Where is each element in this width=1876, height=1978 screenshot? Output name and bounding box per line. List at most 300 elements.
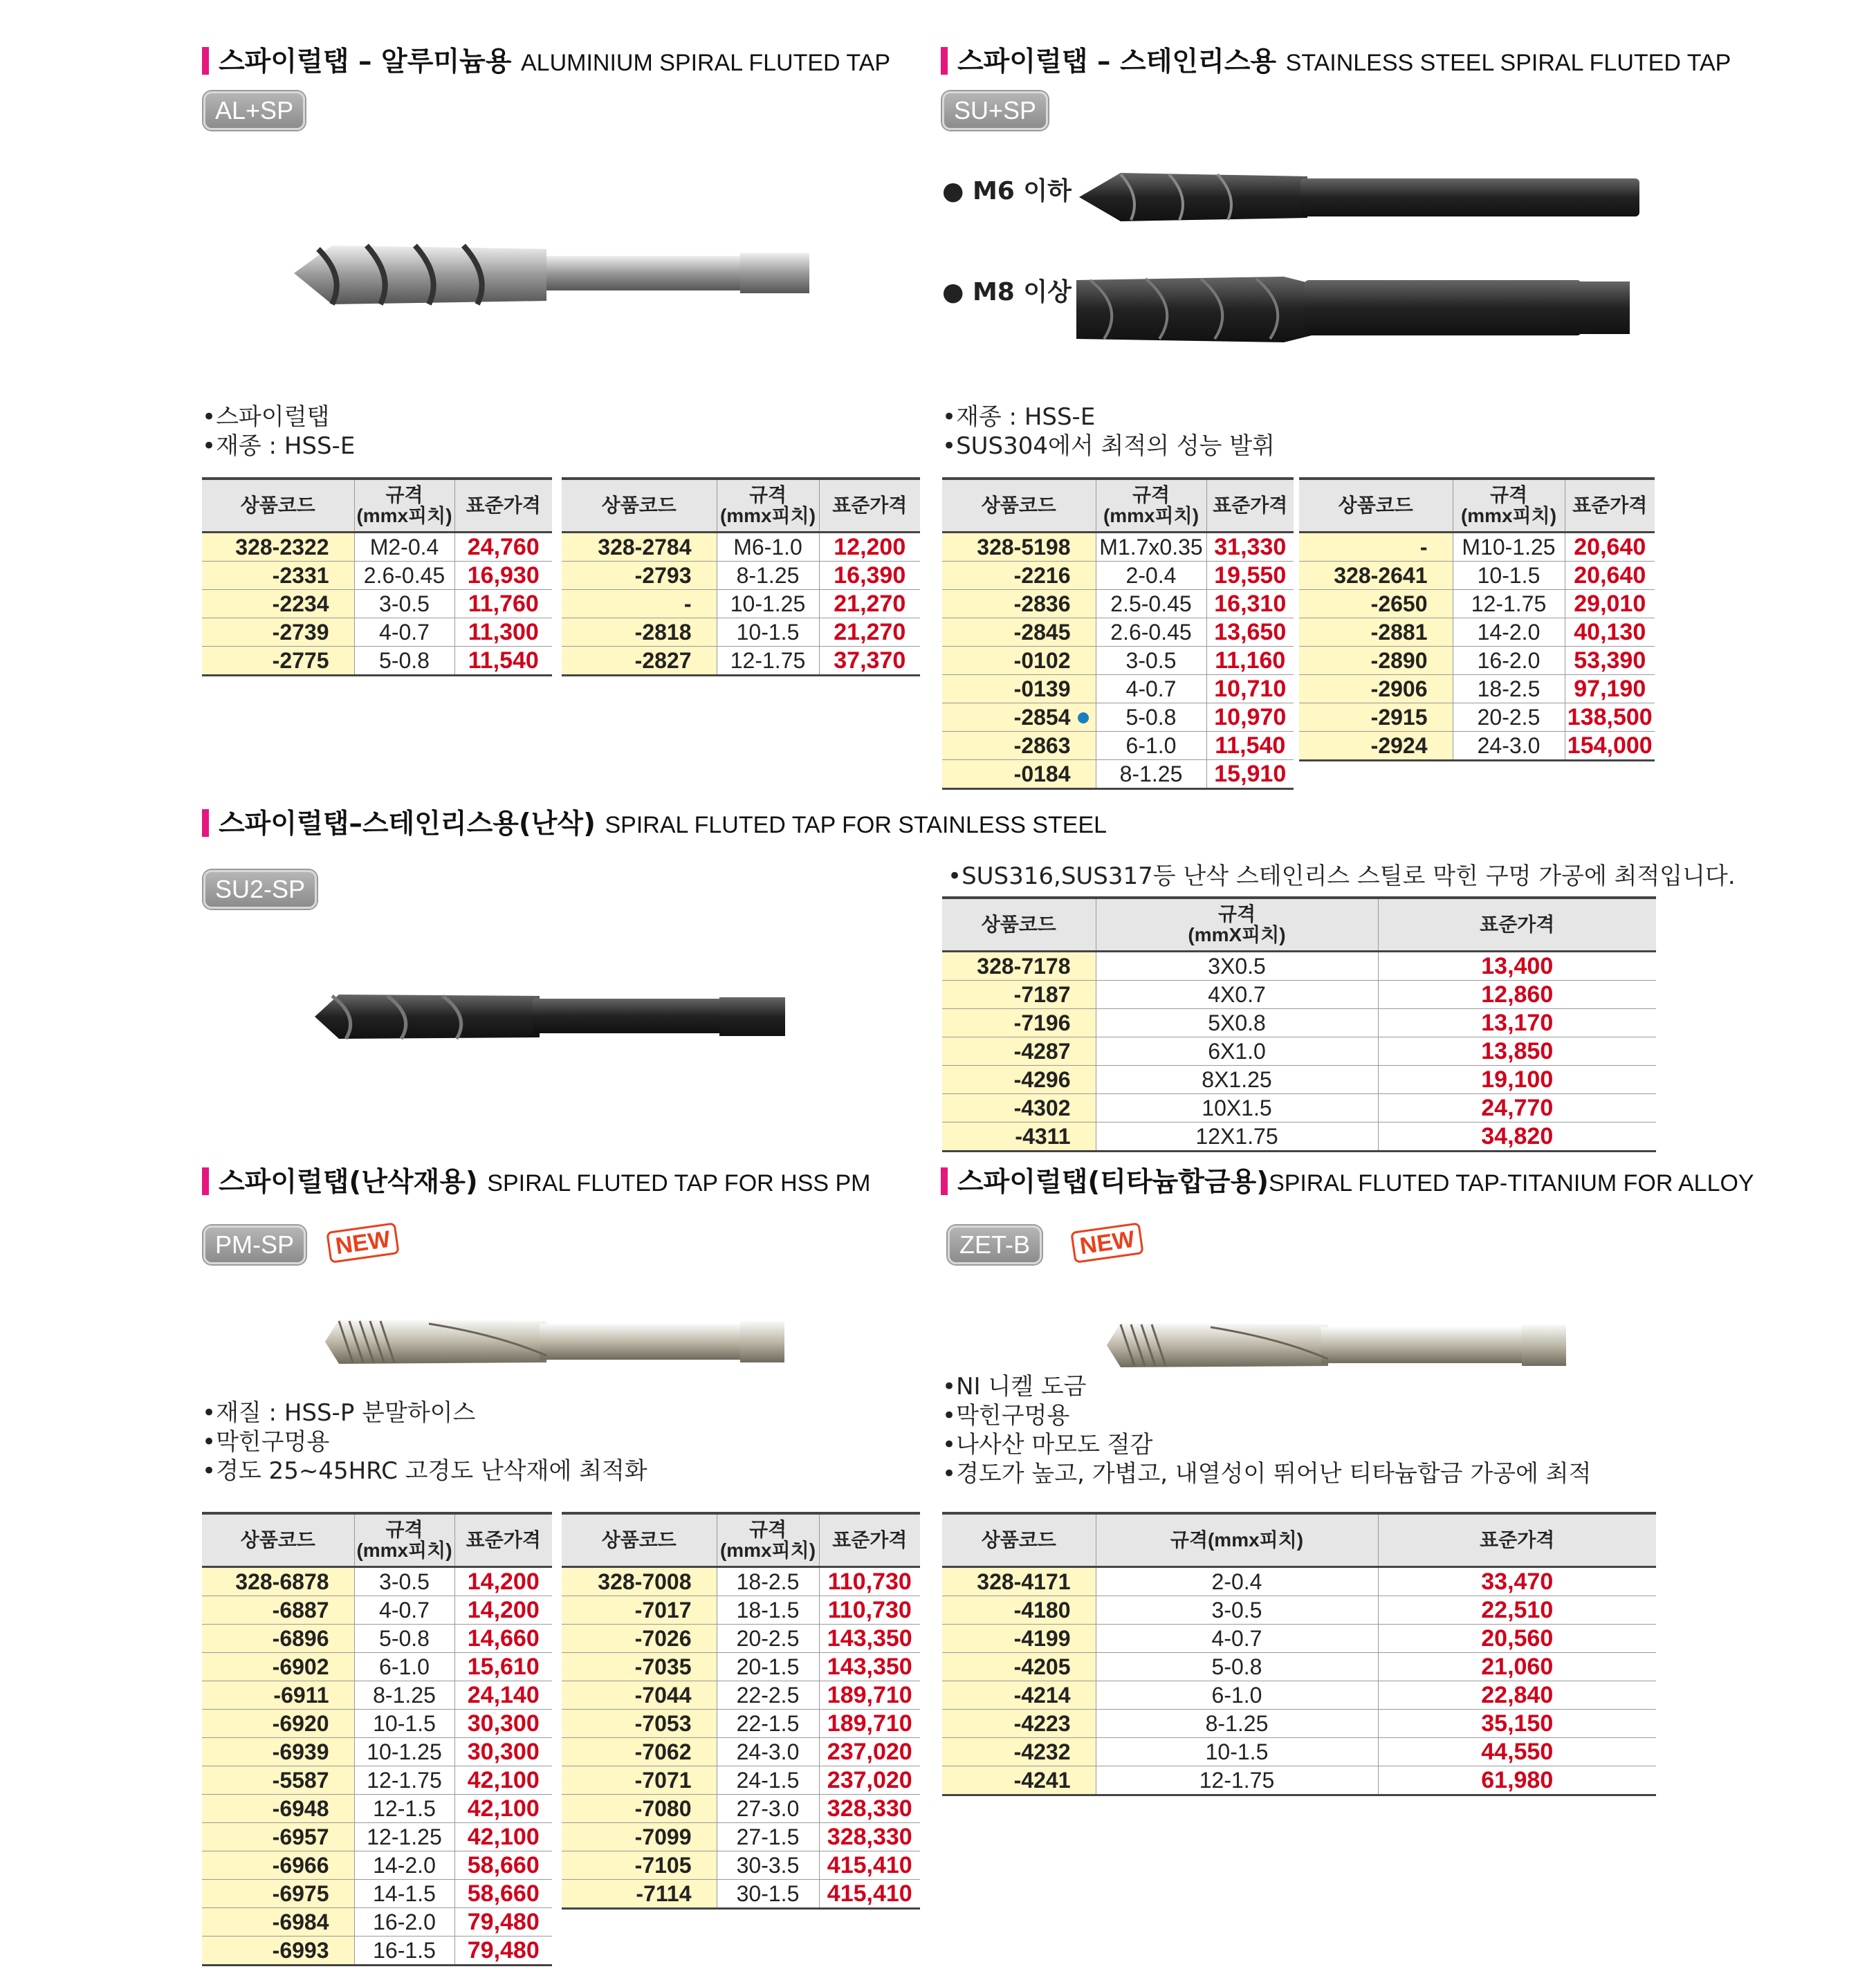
- table-row: [942, 647, 1294, 675]
- product-code: -6902: [202, 1653, 354, 1681]
- product-code: -4180: [942, 1596, 1096, 1625]
- price: 20,640: [1565, 533, 1655, 562]
- price: 12,200: [819, 533, 920, 562]
- price: 30,300: [454, 1710, 552, 1738]
- table-row: [942, 1653, 1656, 1681]
- spec: 24-1.5: [717, 1766, 819, 1795]
- table-row: [562, 1681, 920, 1710]
- table-row: [942, 760, 1294, 789]
- label-m8: ● M8 이상: [942, 278, 1072, 306]
- price: 10,970: [1206, 703, 1294, 732]
- product-code: 328-2322: [202, 533, 354, 562]
- price: 16,310: [1206, 590, 1294, 618]
- spec: 27-3.0: [717, 1795, 819, 1823]
- spec: 24-3.0: [1453, 732, 1565, 761]
- price: 237,020: [819, 1766, 920, 1795]
- price: 15,610: [454, 1653, 552, 1681]
- spec: 10-1.25: [354, 1738, 454, 1766]
- table-row: [942, 952, 1656, 981]
- table-row: [202, 1681, 552, 1710]
- price: 154,000: [1565, 732, 1655, 761]
- table-zet: 상품코드 규격(mmx피치) 표준가격 328-4171 2-0.4 33,470 -4180 3-0.5 22,510 -4199 4-0.7 20,560 -4205 5-0.8 21,060 -4214 6-1.0 22,840 -4223 8-1.25 35,150 -4232 10-1.5 44,550 -4241 12-1.75 61,980: [942, 1512, 1656, 1796]
- spec: 5-0.8: [1096, 703, 1206, 732]
- product-code: -6975: [202, 1880, 354, 1908]
- notes-stainless: • 재종 : HSS-E • SUS304에서 최적의 성능 발휘: [942, 403, 1275, 461]
- product-code: -7080: [562, 1795, 717, 1823]
- section-title-pm: 스파이럴탭(난삭재용) SPIRAL FLUTED TAP FOR HSS PM: [202, 1167, 871, 1199]
- header-spec: 규격 (mmx피치): [1096, 479, 1206, 533]
- spec: 22-1.5: [717, 1710, 819, 1738]
- table-su-left: 상품코드 규격 (mmx피치) 표준가격 328-5198 M1.7x0.35 31,330 -2216 2-0.4 19,550 -2836 2.5-0.45 16,310 -2845 2.6-0.45 13,650 -0102 3-0.5 11,160 -0139 4-0.7 10,710 -2854 5-0.8 10,970 -2863 6-1.0 11,540 -0184 8-1.25 15,910: [942, 477, 1294, 790]
- price: 35,150: [1378, 1710, 1656, 1738]
- spec: 6-1.0: [1096, 1681, 1378, 1710]
- product-code: -7035: [562, 1653, 717, 1681]
- product-code: 328-7008: [562, 1567, 717, 1596]
- spec: 12X1.75: [1096, 1122, 1378, 1152]
- table-row: [202, 1738, 552, 1766]
- spec: 18-1.5: [717, 1596, 819, 1625]
- spec: 6X1.0: [1096, 1037, 1378, 1066]
- spec: 5X0.8: [1096, 1009, 1378, 1037]
- price: 110,730: [819, 1567, 920, 1596]
- spec: 14-1.5: [354, 1880, 454, 1908]
- su2-tap-image: [311, 989, 789, 1044]
- header-spec: 규격 (mmx피치): [354, 1513, 454, 1567]
- bullet-dot-icon: [1078, 712, 1089, 723]
- product-code: -2906: [1299, 675, 1453, 703]
- table-row: [202, 1710, 552, 1738]
- notes-aluminium: • 스파이럴탭 • 재종 : HSS-E: [202, 403, 355, 461]
- spec: 30-1.5: [717, 1880, 819, 1909]
- spec: 5-0.8: [1096, 1653, 1378, 1681]
- price: 22,840: [1378, 1681, 1656, 1710]
- table-row: [562, 1851, 920, 1880]
- spec: 3-0.5: [1096, 1596, 1378, 1625]
- spec: 20-2.5: [717, 1625, 819, 1653]
- product-code: -7017: [562, 1596, 717, 1625]
- price: 24,140: [454, 1681, 552, 1710]
- product-code: 328-2641: [1299, 562, 1453, 590]
- spec: 8X1.25: [1096, 1066, 1378, 1094]
- price: 20,640: [1565, 562, 1655, 590]
- price: 10,710: [1206, 675, 1294, 703]
- price: 11,540: [454, 647, 552, 676]
- table-row: [562, 533, 920, 562]
- product-code: -7062: [562, 1738, 717, 1766]
- spec: 16-1.5: [354, 1937, 454, 1966]
- price: 79,480: [454, 1908, 552, 1937]
- price: 415,410: [819, 1880, 920, 1909]
- product-code: -6993: [202, 1937, 354, 1966]
- price: 19,550: [1206, 562, 1294, 590]
- product-code: -2881: [1299, 618, 1453, 647]
- spec: 10-1.5: [717, 618, 819, 647]
- table-row: [202, 1908, 552, 1937]
- table-row: [1299, 703, 1655, 732]
- header-spec: 규격 (mmX피치): [1096, 898, 1378, 952]
- product-code: -4214: [942, 1681, 1096, 1710]
- table-row: [202, 647, 552, 676]
- table-row: [942, 618, 1294, 647]
- table-row: [942, 1710, 1656, 1738]
- table-row: [942, 533, 1294, 562]
- price: 415,410: [819, 1851, 920, 1880]
- table-row: [202, 1567, 552, 1596]
- product-code: -2793: [562, 562, 717, 590]
- product-code: -2845: [942, 618, 1096, 647]
- price: 61,980: [1378, 1766, 1656, 1795]
- table-row: [202, 590, 552, 618]
- price: 189,710: [819, 1710, 920, 1738]
- spec: 16-2.0: [354, 1908, 454, 1937]
- product-code: -7044: [562, 1681, 717, 1710]
- price: 13,850: [1378, 1037, 1656, 1066]
- price: 31,330: [1206, 533, 1294, 562]
- product-code: -4241: [942, 1766, 1096, 1795]
- price: 13,400: [1378, 952, 1656, 981]
- product-code: -0102: [942, 647, 1096, 675]
- table-row: [942, 703, 1294, 732]
- price: 24,770: [1378, 1094, 1656, 1122]
- section-title-zet: 스파이럴탭(티타늄합금용)SPIRAL FLUTED TAP-TITANIUM FOR ALLOY: [941, 1167, 1754, 1199]
- product-code: -2775: [202, 647, 354, 676]
- spec: 14-2.0: [1453, 618, 1565, 647]
- product-code: -6887: [202, 1596, 354, 1625]
- table-row: [202, 562, 552, 590]
- spec: 10X1.5: [1096, 1094, 1378, 1122]
- spec: 4-0.7: [354, 618, 454, 647]
- spec: 6-1.0: [1096, 732, 1206, 760]
- table-row: [942, 590, 1294, 618]
- table-row: [202, 1653, 552, 1681]
- product-code: -6966: [202, 1851, 354, 1880]
- table-row: [202, 1851, 552, 1880]
- table-al-right: 상품코드 규격 (mmx피치) 표준가격 328-2784 M6-1.0 12,200 -2793 8-1.25 16,390 - 10-1.25 21,270 -2818 10-1.5 21,270 -2827 12-1.75 37,370: [562, 477, 920, 676]
- price: 237,020: [819, 1738, 920, 1766]
- table-row: [562, 562, 920, 590]
- price: 22,510: [1378, 1596, 1656, 1625]
- spec: 12-1.75: [1096, 1766, 1378, 1795]
- table-row: [202, 1937, 552, 1966]
- price: 328,330: [819, 1823, 920, 1851]
- table-row: [562, 1738, 920, 1766]
- spec: M2-0.4: [354, 533, 454, 562]
- product-code: -2818: [562, 618, 717, 647]
- header-spec: 규격 (mmx피치): [1453, 479, 1565, 533]
- section-title-aluminium: 스파이럴탭 – 알루미늄용 ALUMINIUM SPIRAL FLUTED TAP: [202, 47, 890, 78]
- product-code: -6920: [202, 1710, 354, 1738]
- aluminium-tap-image: [291, 235, 816, 318]
- spec: 2-0.4: [1096, 562, 1206, 590]
- product-code: -4287: [942, 1037, 1096, 1066]
- product-code: -4199: [942, 1625, 1096, 1653]
- product-code: -7053: [562, 1710, 717, 1738]
- table-row: [942, 1567, 1656, 1596]
- spec: 8-1.25: [717, 562, 819, 590]
- stainless-tap-m6-image: [1079, 166, 1646, 228]
- product-code: -0184: [942, 760, 1096, 789]
- spec: 4-0.7: [354, 1596, 454, 1625]
- product-code: 328-2784: [562, 533, 717, 562]
- table-row: [562, 1795, 920, 1823]
- product-code: 328-5198: [942, 533, 1096, 562]
- badge-su-sp: SU+SP: [942, 91, 1048, 130]
- product-code: -4296: [942, 1066, 1096, 1094]
- spec: 2.6-0.45: [1096, 618, 1206, 647]
- product-code: -4223: [942, 1710, 1096, 1738]
- price: 97,190: [1565, 675, 1655, 703]
- badge-su2-sp: SU2-SP: [203, 870, 317, 909]
- spec: 12-1.75: [1453, 590, 1565, 618]
- product-code: -: [1299, 533, 1453, 562]
- spec: 20-1.5: [717, 1653, 819, 1681]
- table-row: [942, 1009, 1656, 1037]
- table-row: [562, 647, 920, 676]
- header-spec: 규격 (mmx피치): [717, 479, 819, 533]
- table-pm-right: 상품코드 규격 (mmx피치) 표준가격 328-7008 18-2.5 110,730 -7017 18-1.5 110,730 -7026 20-2.5 143,350 -7035 20-1.5 143,350 -7044 22-2.5 189,710 -7053 22-1.5 189,710 -7062 24-3.0 237,020 -7071 24-1.5 237,020 -7080 27-3.0 328,330 -7099 27-1.5 328,330 -7105 30-3.5 415,410 -7114 30-1.5 415,410: [562, 1512, 920, 1910]
- spec: 27-1.5: [717, 1823, 819, 1851]
- spec: 8-1.25: [354, 1681, 454, 1710]
- price: 14,200: [454, 1596, 552, 1625]
- table-row: [562, 1766, 920, 1795]
- price: 16,390: [819, 562, 920, 590]
- table-pm-left: 상품코드 규격 (mmx피치) 표준가격 328-6878 3-0.5 14,200 -6887 4-0.7 14,200 -6896 5-0.8 14,660 -6902 6-1.0 15,610 -6911 8-1.25 24,140 -6920 10-1.5 30,300 -6939 10-1.25 30,300 -5587 12-1.75 42,100 -6948 12-1.5 42,100 -6957 12-1.25 42,100 -6966 14-2.0 58,660 -6975 14-1.5 58,660 -6984 16-2.0 79,480 -6993 16-1.5 79,480: [202, 1512, 552, 1966]
- price: 42,100: [454, 1795, 552, 1823]
- table-row: [942, 1094, 1656, 1122]
- product-code: -5587: [202, 1766, 354, 1795]
- product-code: -7196: [942, 1009, 1096, 1037]
- section-title-su2: 스파이럴탭–스테인리스용(난삭) SPIRAL FLUTED TAP FOR STAINLESS STEEL: [202, 809, 1107, 840]
- spec: 5-0.8: [354, 1625, 454, 1653]
- table-row: [202, 1766, 552, 1795]
- spec: 2.6-0.45: [354, 562, 454, 590]
- product-code: -6948: [202, 1795, 354, 1823]
- price: 21,060: [1378, 1653, 1656, 1681]
- product-code: -: [562, 590, 717, 618]
- price: 13,650: [1206, 618, 1294, 647]
- spec: 4-0.7: [1096, 1625, 1378, 1653]
- product-code: -2890: [1299, 647, 1453, 675]
- stainless-tap-m8-image: [1076, 266, 1637, 349]
- product-code: -4232: [942, 1738, 1096, 1766]
- table-row: [1299, 533, 1655, 562]
- price: 143,350: [819, 1653, 920, 1681]
- table-row: [1299, 732, 1655, 761]
- spec: 10-1.5: [1453, 562, 1565, 590]
- notes-pm: • 재질 : HSS-P 분말하이스 • 막힌구멍용 • 경도 25~45HRC 고경도 난삭재에 최적화: [202, 1398, 647, 1486]
- table-row: [562, 1653, 920, 1681]
- product-code: -7071: [562, 1766, 717, 1795]
- header-spec: 규격 (mmx피치): [717, 1513, 819, 1567]
- spec: 4-0.7: [1096, 675, 1206, 703]
- new-label: NEW: [326, 1222, 400, 1264]
- table-row: [942, 1766, 1656, 1795]
- table-row: [202, 1880, 552, 1908]
- product-code: -2739: [202, 618, 354, 647]
- product-code: -7026: [562, 1625, 717, 1653]
- product-code: -7099: [562, 1823, 717, 1851]
- price: 13,170: [1378, 1009, 1656, 1037]
- spec: 4X0.7: [1096, 981, 1378, 1009]
- new-label: NEW: [1070, 1222, 1144, 1264]
- price: 20,560: [1378, 1625, 1656, 1653]
- table-row: [562, 1710, 920, 1738]
- table-row: [942, 1596, 1656, 1625]
- header-spec: 규격 (mmx피치): [354, 479, 454, 533]
- price: 34,820: [1378, 1122, 1656, 1152]
- spec: 10-1.5: [354, 1710, 454, 1738]
- badge-al-sp: AL+SP: [203, 91, 305, 130]
- spec: 12-1.75: [354, 1766, 454, 1795]
- spec: 8-1.25: [1096, 760, 1206, 789]
- product-code: -6957: [202, 1823, 354, 1851]
- product-code: -4302: [942, 1094, 1096, 1122]
- table-row: [942, 675, 1294, 703]
- zet-tap-image: [1107, 1318, 1570, 1373]
- price: 21,270: [819, 590, 920, 618]
- notes-su2: • SUS316,SUS317등 난삭 스테인리스 스틸로 막힌 구멍 가공에 최적입니다.: [948, 862, 1736, 891]
- price: 110,730: [819, 1596, 920, 1625]
- table-row: [202, 533, 552, 562]
- table-row: [942, 1738, 1656, 1766]
- price: 29,010: [1565, 590, 1655, 618]
- spec: 12-1.25: [354, 1823, 454, 1851]
- product-code: -2863: [942, 732, 1096, 760]
- price: 15,910: [1206, 760, 1294, 789]
- table-al-left: 상품코드 규격 (mmx피치) 표준가격 328-2322 M2-0.4 24,760 -2331 2.6-0.45 16,930 -2234 3-0.5 11,760 -2739 4-0.7 11,300 -2775 5-0.8 11,540: [202, 477, 552, 676]
- product-code: -6984: [202, 1908, 354, 1937]
- price: 37,370: [819, 647, 920, 676]
- table-row: [562, 618, 920, 647]
- product-code: -2915: [1299, 703, 1453, 732]
- table-row: [942, 1625, 1656, 1653]
- spec: 3-0.5: [1096, 647, 1206, 675]
- spec: 3-0.5: [354, 1567, 454, 1596]
- spec: 3X0.5: [1096, 952, 1378, 981]
- price: 40,130: [1565, 618, 1655, 647]
- spec: 12-1.5: [354, 1795, 454, 1823]
- price: 42,100: [454, 1766, 552, 1795]
- table-row: [942, 1037, 1656, 1066]
- price: 24,760: [454, 533, 552, 562]
- table-row: [942, 1122, 1656, 1152]
- product-code: -2924: [1299, 732, 1453, 761]
- table-row: [202, 1596, 552, 1625]
- table-row: [1299, 590, 1655, 618]
- price: 79,480: [454, 1937, 552, 1966]
- price: 11,300: [454, 618, 552, 647]
- product-code: -7187: [942, 981, 1096, 1009]
- table-row: [562, 590, 920, 618]
- table-row: [562, 1567, 920, 1596]
- price: 11,760: [454, 590, 552, 618]
- table-row: [1299, 675, 1655, 703]
- spec: 14-2.0: [354, 1851, 454, 1880]
- product-code: -6911: [202, 1681, 354, 1710]
- price: 189,710: [819, 1681, 920, 1710]
- price: 33,470: [1378, 1567, 1656, 1596]
- price: 42,100: [454, 1823, 552, 1851]
- price: 30,300: [454, 1738, 552, 1766]
- product-code: -2827: [562, 647, 717, 676]
- spec: 10-1.25: [717, 590, 819, 618]
- spec: 8-1.25: [1096, 1710, 1378, 1738]
- product-code: -6896: [202, 1625, 354, 1653]
- product-code: 328-4171: [942, 1567, 1096, 1596]
- table-row: [202, 618, 552, 647]
- table-row: [942, 732, 1294, 760]
- product-code: -2216: [942, 562, 1096, 590]
- price: 11,160: [1206, 647, 1294, 675]
- table-row: [562, 1823, 920, 1851]
- price: 19,100: [1378, 1066, 1656, 1094]
- product-code: -7114: [562, 1880, 717, 1909]
- spec: 2.5-0.45: [1096, 590, 1206, 618]
- price: 21,270: [819, 618, 920, 647]
- price: 44,550: [1378, 1738, 1656, 1766]
- spec: 20-2.5: [1453, 703, 1565, 732]
- pm-tap-image: [325, 1314, 789, 1369]
- product-code: -2331: [202, 562, 354, 590]
- table-row: [562, 1625, 920, 1653]
- badge-zet-b: ZET-B: [948, 1226, 1042, 1264]
- product-code: -6939: [202, 1738, 354, 1766]
- price: 14,660: [454, 1625, 552, 1653]
- table-row: [202, 1795, 552, 1823]
- notes-zet: • NI 니켈 도금 • 막힌구멍용 • 나사산 마모도 절감 • 경도가 높고, 가볍고, 내열성이 뛰어난 티타늄합금 가공에 최적: [942, 1372, 1591, 1488]
- product-code: -2854: [942, 703, 1096, 732]
- table-row: [562, 1880, 920, 1909]
- table-row: [202, 1625, 552, 1653]
- price: 138,500: [1565, 703, 1655, 732]
- product-code: 328-6878: [202, 1567, 354, 1596]
- product-code: -2234: [202, 590, 354, 618]
- spec: 30-3.5: [717, 1851, 819, 1880]
- spec: M10-1.25: [1453, 533, 1565, 562]
- product-code: -4311: [942, 1122, 1096, 1152]
- spec: 3-0.5: [354, 590, 454, 618]
- spec: 5-0.8: [354, 647, 454, 676]
- product-code: -2650: [1299, 590, 1453, 618]
- spec: 16-2.0: [1453, 647, 1565, 675]
- table-row: [942, 981, 1656, 1009]
- price: 328,330: [819, 1795, 920, 1823]
- price: 58,660: [454, 1851, 552, 1880]
- price: 16,930: [454, 562, 552, 590]
- product-code: -0139: [942, 675, 1096, 703]
- spec: 12-1.75: [717, 647, 819, 676]
- spec: 24-3.0: [717, 1738, 819, 1766]
- spec: 22-2.5: [717, 1681, 819, 1710]
- spec: 6-1.0: [354, 1653, 454, 1681]
- spec: 18-2.5: [717, 1567, 819, 1596]
- spec: 10-1.5: [1096, 1738, 1378, 1766]
- price: 14,200: [454, 1567, 552, 1596]
- price: 53,390: [1565, 647, 1655, 675]
- product-code: -7105: [562, 1851, 717, 1880]
- price: 143,350: [819, 1625, 920, 1653]
- price: 58,660: [454, 1880, 552, 1908]
- table-row: [562, 1596, 920, 1625]
- table-row: [942, 1681, 1656, 1710]
- price: 12,860: [1378, 981, 1656, 1009]
- table-row: [202, 1823, 552, 1851]
- spec: 2-0.4: [1096, 1567, 1378, 1596]
- table-su2: 상품코드 규격 (mmX피치) 표준가격 328-7178 3X0.5 13,400 -7187 4X0.7 12,860 -7196 5X0.8 13,170 -4287 6X1.0 13,850 -4296 8X1.25 19,100 -4302 10X1.5 24,770 -4311 12X1.75 34,820: [942, 896, 1656, 1152]
- section-title-stainless: 스파이럴탭 – 스테인리스용 STAINLESS STEEL SPIRAL FLUTED TAP: [941, 47, 1731, 78]
- spec: M1.7x0.35: [1096, 533, 1206, 562]
- spec: 18-2.5: [1453, 675, 1565, 703]
